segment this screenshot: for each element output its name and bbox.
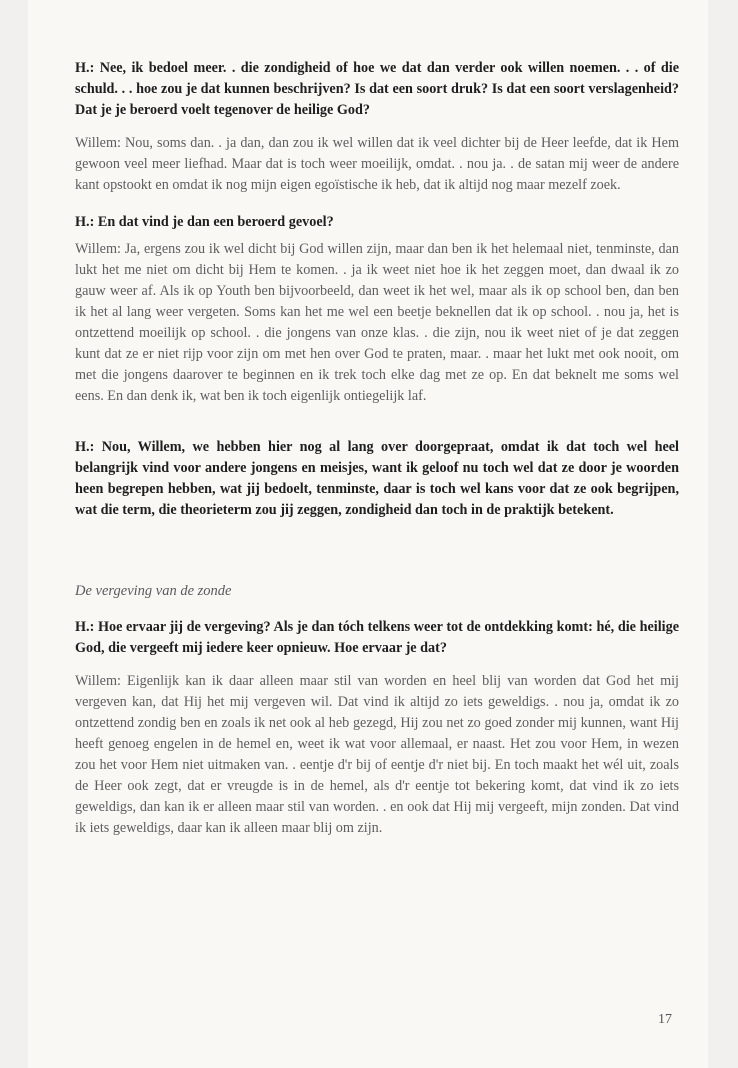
question-paragraph: H.: Hoe ervaar jij de vergeving? Als je dan tóch telkens weer tot de ontdekking komt: hé, die heilige God, die vergeeft mij iedere keer opnieuw. Hoe ervaar je dat? [75,619,679,656]
question-paragraph: H.: Nou, Willem, we hebben hier nog al lang over doorgepraat, omdat ik dat toch wel heel belangrijk vind voor andere jongens en meisjes, want ik geloof nu toch wel dat ze door je woorden heen begrepen hebben, wat jij bedoelt, tenminste, daar is toch wel kans voor dat ze ook begrijpen, wat die term, die theorieterm zou jij zeggen, zondigheid dan toch in de praktijk betekent. [75,439,679,518]
page-number: 17 [658,1012,672,1027]
document-page [75,58,679,839]
answer-paragraph: Willem: Eigenlijk kan ik daar alleen maar stil van worden en heel blij van worden dat God het mij vergeven kan, dat Hij het mij vergeven wil. Dat vind ik altijd zo iets geweldigs. . nou ja, omdat ik zo ontzettend zondig ben en zoals ik net ook al heb gezegd, Hij zou net zo goed zonder mij kunnen, want Hij heeft genoeg engelen in de hemel en, weet ik wat voor allemaal, er naast. Het zou voor Hem, in wezen zou het voor Hem niet uitmaken van. . eentje d'r bij of eentje d'r niet bij. En toch maakt het wél uit, zoals de Heer ook zegt, dat er vreugde is in de hemel, als d'r eentje tot bekering komt, dat vind ik zo iets geweldigs, dan kan ik er alleen maar stil van worden. . en ook dat Hij mij vergeeft, mijn zonden. Dat vind ik iets geweldigs, daar kan ik alleen maar blij om zijn. [75,673,679,836]
section-heading: De vergeving van de zonde [75,583,232,599]
question-paragraph: H.: Nee, ik bedoel meer. . die zondigheid of hoe we dat dan verder ook willen noemen. . . of die schuld. . . hoe zou je dat kunnen beschrijven? Is dat een soort druk? Is dat een soort verslagenheid? Dat je je beroerd voelt tegenover de heilige God? [75,60,679,118]
question-paragraph: H.: En dat vind je dan een beroerd gevoel? [75,214,334,230]
answer-paragraph: Willem: Nou, soms dan. . ja dan, dan zou ik wel willen dat ik veel dichter bij de Heer leefde, dat ik Hem gewoon veel meer liefhad. Maar dat is toch weer moeilijk, omdat. . nou ja. . de satan mij weer de andere kant opstookt en omdat ik nog mijn eigen egoïstische ik heb, dat ik altijd nog maar mezelf zoek. [75,135,679,193]
answer-paragraph: Willem: Ja, ergens zou ik wel dicht bij God willen zijn, maar dan ben ik het helemaal niet, tenminste, dan lukt het me niet om dicht bij Hem te komen. . ja ik weet niet hoe ik het zeggen moet, dan dwaal ik zo gauw weer af. Als ik op Youth ben bijvoorbeeld, dan weet ik het wel, maar als ik op school ben, dan ben ik het al lang weer vergeten. Soms kan het me wel een beetje beknellen dat ik op school. . nou ja, het is ontzettend moeilijk op school. . die jongens van onze klas. . die zijn, nou ik weet niet of je dat zeggen kunt dat ze er niet rijp voor zijn om met hen over God te praten, maar. . maar het lukt met ook nooit, om met die jongens daarover te beginnen en ik trek toch elke dag met ze op. En dat beknelt me soms wel eens. En dan denk ik, wat ben ik toch eigenlijk ontiegelijk laf. [75,241,679,404]
